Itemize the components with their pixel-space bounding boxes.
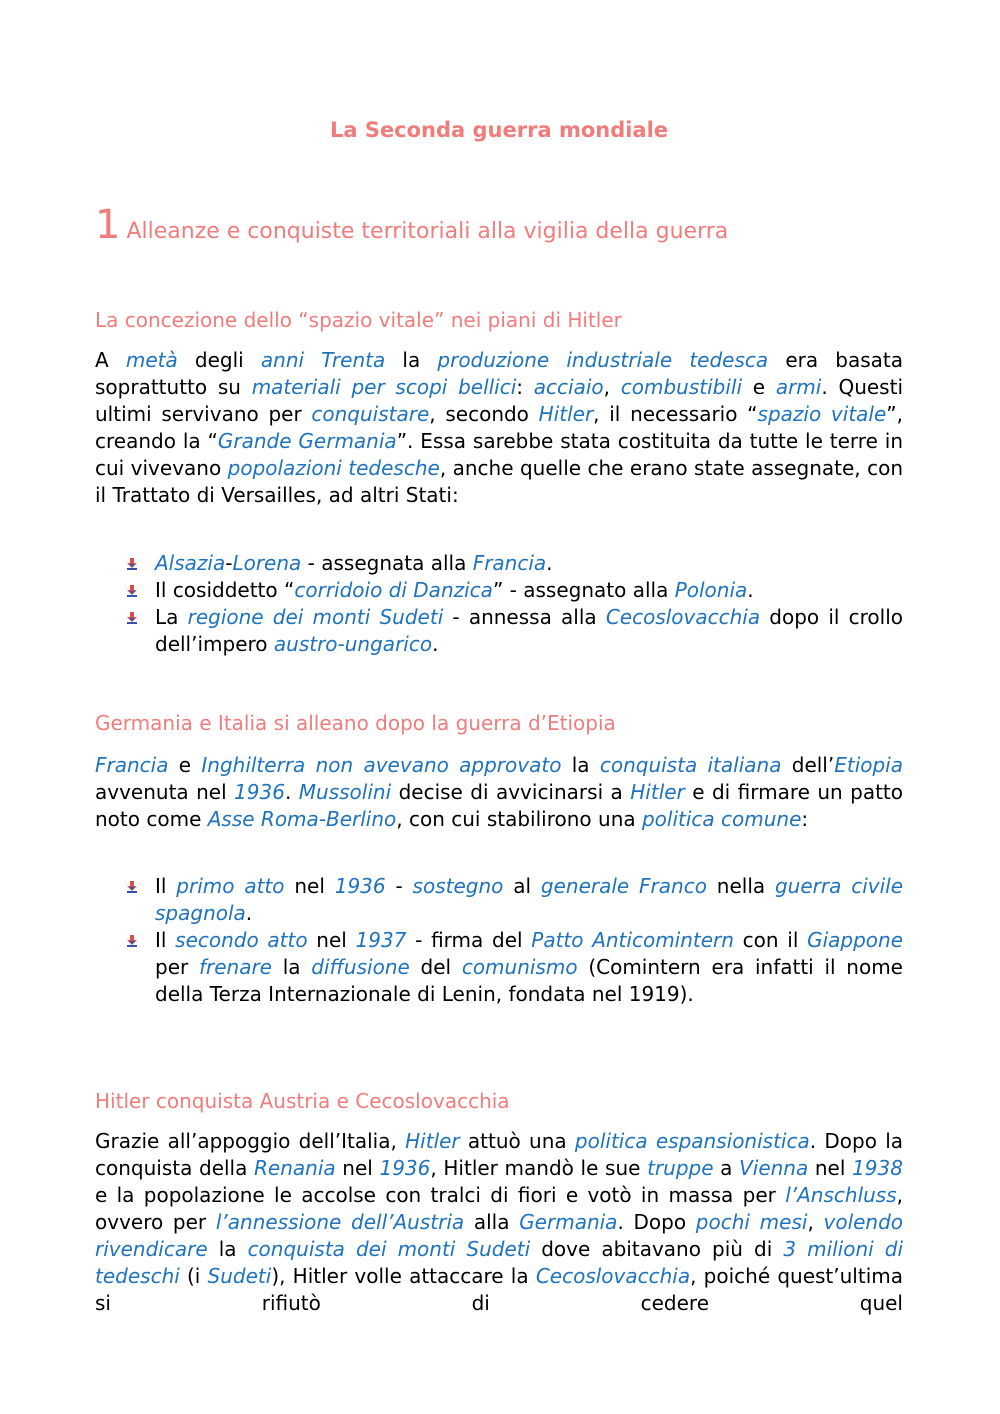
list-item [127,927,903,1008]
text-segment: - [385,874,413,898]
text-segment: era basata soprattutto su [95,348,903,399]
text-segment: Grazie all’appoggio dell’Italia, [95,1129,406,1153]
text-segment: , poiché quest’ultima si rifiutò di cedere quel [95,1264,903,1315]
text-segment: Il [155,928,176,952]
highlighted-term: politica espansionistica [574,1129,810,1153]
text-segment: ”. Essa sarebbe stata costituita da tutte le terre in cui vivevano [95,429,904,480]
text-segment: del [409,955,462,979]
highlighted-term: Grande Germania [217,429,397,453]
highlighted-term: austro-ungarico [273,632,433,656]
text-segment: la [561,753,600,777]
text-segment: nel [284,874,335,898]
text-segment: : [516,375,534,399]
arrow-down-bullet-icon [127,585,137,597]
text-segment: - annessa alla [443,605,606,629]
highlighted-term: regione dei monti Sudeti [187,605,444,629]
highlighted-term: Renania [254,1156,336,1180]
document-title: La Seconda guerra mondiale [329,118,669,142]
highlighted-term: Francia [472,551,547,575]
text-segment: la [385,348,438,372]
text-segment: , anche quelle che erano state assegnate, con il Trattato di Versailles, ad altri Stati: [95,456,904,507]
highlighted-term: frenare [198,955,272,979]
text-segment: la [271,955,312,979]
highlighted-term: Alsazia [155,551,226,575]
list-item [127,550,903,577]
text-segment: - [225,551,233,575]
text-segment: e di firmare un patto noto come [95,780,903,831]
arrow-down-bullet-icon [127,881,137,893]
text-segment: . Dopo [617,1210,696,1234]
highlighted-term: Giappone [807,928,903,952]
highlighted-term: Germania [519,1210,618,1234]
highlighted-term: comunismo [461,955,578,979]
highlighted-term: conquista italiana [599,753,782,777]
highlighted-term: Hitler [630,780,685,804]
text-segment: nel [335,1156,380,1180]
highlighted-term: Cecoslovacchia [605,605,761,629]
highlighted-term: pochi mesi [695,1210,808,1234]
text-segment: Il cosiddetto “ [155,578,295,602]
highlighted-term: Asse Roma-Berlino [207,807,397,831]
list-item [127,577,903,604]
highlighted-term: generale Franco [540,874,707,898]
text-segment: e [168,753,202,777]
highlighted-term: truppe [647,1156,714,1180]
highlighted-term: Sudeti [207,1264,272,1288]
section-heading-asse-roma-berlino: Germania e Italia si alleano dopo la guerra d’Etiopia [95,711,616,735]
text-segment: nel [808,1156,853,1180]
text-segment: : [801,807,809,831]
highlighted-term: diffusione [311,955,410,979]
section-paragraph [95,347,903,509]
text-segment: alla [464,1210,520,1234]
highlighted-term: conquistare [311,402,430,426]
text-segment: attuò una [459,1129,575,1153]
text-segment: . [284,780,299,804]
highlighted-term: conquista dei monti Sudeti [247,1237,531,1261]
highlighted-term: produzione industriale tedesca [437,348,769,372]
text-segment: . [245,901,253,925]
highlighted-term: Inghilterra non avevano approvato [201,753,562,777]
highlighted-term: Francia [95,753,169,777]
text-segment: degli [177,348,261,372]
bullet-list [127,550,903,658]
text-segment: ” - assegnato alla [492,578,675,602]
text-segment: nella [706,874,775,898]
text-segment: . [432,632,439,656]
highlighted-term: metà [125,348,178,372]
highlighted-term: 1937 [355,928,407,952]
chapter-heading [95,202,728,248]
chapter-number: 1 [95,202,121,248]
text-segment: avvenuta nel [95,780,235,804]
highlighted-term: 3 milioni di tedeschi [95,1237,904,1288]
text-segment: e [742,375,776,399]
highlighted-term: Polonia [674,578,748,602]
text-segment: (i [179,1264,208,1288]
list-item [127,604,903,658]
highlighted-term: combustibili [620,375,743,399]
text-segment: , con cui stabilirono una [396,807,642,831]
text-segment: dell’ [781,753,835,777]
chapter-title: Alleanze e conquiste territoriali alla vigilia della guerra [126,219,729,244]
text-segment: . [546,551,553,575]
highlighted-term: anni Trenta [260,348,386,372]
highlighted-term: 1938 [852,1156,903,1180]
highlighted-term: Lorena [232,551,302,575]
highlighted-term: l’annessione dell’Austria [215,1210,465,1234]
text-segment: A [95,348,126,372]
highlighted-term: acciaio [533,375,604,399]
text-segment: Il [155,874,177,898]
highlighted-term: primo atto [176,874,285,898]
bullet-list [127,873,903,1008]
highlighted-term: Hitler [405,1129,460,1153]
section-heading-spazio-vitale: La concezione dello “spazio vitale” nei piani di Hitler [95,308,622,332]
highlighted-term: Mussolini [298,780,392,804]
highlighted-term: Vienna [739,1156,809,1180]
text-segment: . [747,578,754,602]
text-segment: - assegnata alla [301,551,473,575]
text-segment: ), Hitler volle attaccare la [271,1264,536,1288]
highlighted-term: spazio vitale [757,402,887,426]
highlighted-term: volendo rivendicare [95,1210,904,1261]
text-segment: , [807,1210,824,1234]
highlighted-term: materiali per scopi bellici [251,375,517,399]
highlighted-term: Etiopia [834,753,903,777]
text-segment: la [207,1237,248,1261]
text-segment: con il [733,928,808,952]
highlighted-term: Cecoslovacchia [535,1264,691,1288]
text-segment: e la popolazione le accolse con tralci di fiori e votò in massa per [95,1183,786,1207]
arrow-down-bullet-icon [127,612,137,624]
highlighted-term: secondo atto [175,928,308,952]
text-segment: , ovvero per [95,1183,903,1234]
text-segment: . Questi ultimi servivano per [95,375,903,426]
arrow-down-bullet-icon [127,935,137,947]
text-segment: . Dopo la conquista della [95,1129,903,1180]
highlighted-term: 1936 [334,874,386,898]
highlighted-term: 1936 [379,1156,431,1180]
section-paragraph [95,1128,903,1317]
highlighted-term: Hitler [538,402,594,426]
highlighted-term: guerra civile spagnola [155,874,904,925]
text-segment: , [603,375,621,399]
highlighted-term: Patto Anticomintern [531,928,734,952]
text-segment: dopo il crollo dell’impero [155,605,904,656]
text-segment: al [503,874,541,898]
highlighted-term: corridoio di Danzica [294,578,493,602]
text-segment: a [713,1156,740,1180]
text-segment: - firma del [406,928,532,952]
text-segment: , il necessario “ [593,402,758,426]
text-segment: (Comintern era infatti il nome della Terza Internazionale di Lenin, fondata nel 1919). [155,955,903,1006]
text-segment: ”, creando la “ [95,402,903,453]
highlighted-term: l’Anschluss [785,1183,897,1207]
list-item [127,873,903,927]
highlighted-term: politica comune [641,807,802,831]
highlighted-term: sostegno [412,874,504,898]
text-segment: decise di avvicinarsi a [391,780,631,804]
text-segment: per [155,955,199,979]
arrow-down-bullet-icon [127,558,137,570]
text-segment: nel [307,928,356,952]
section-heading-austria-cecoslovacchia: Hitler conquista Austria e Cecoslovacchia [95,1089,510,1113]
text-segment: dove abitavano più di [530,1237,784,1261]
text-segment: , Hitler mandò le sue [430,1156,648,1180]
highlighted-term: armi [775,375,822,399]
highlighted-term: 1936 [234,780,285,804]
text-segment: , secondo [429,402,539,426]
section-paragraph [95,752,903,833]
text-segment: La [155,605,188,629]
highlighted-term: popolazioni tedesche [227,456,440,480]
